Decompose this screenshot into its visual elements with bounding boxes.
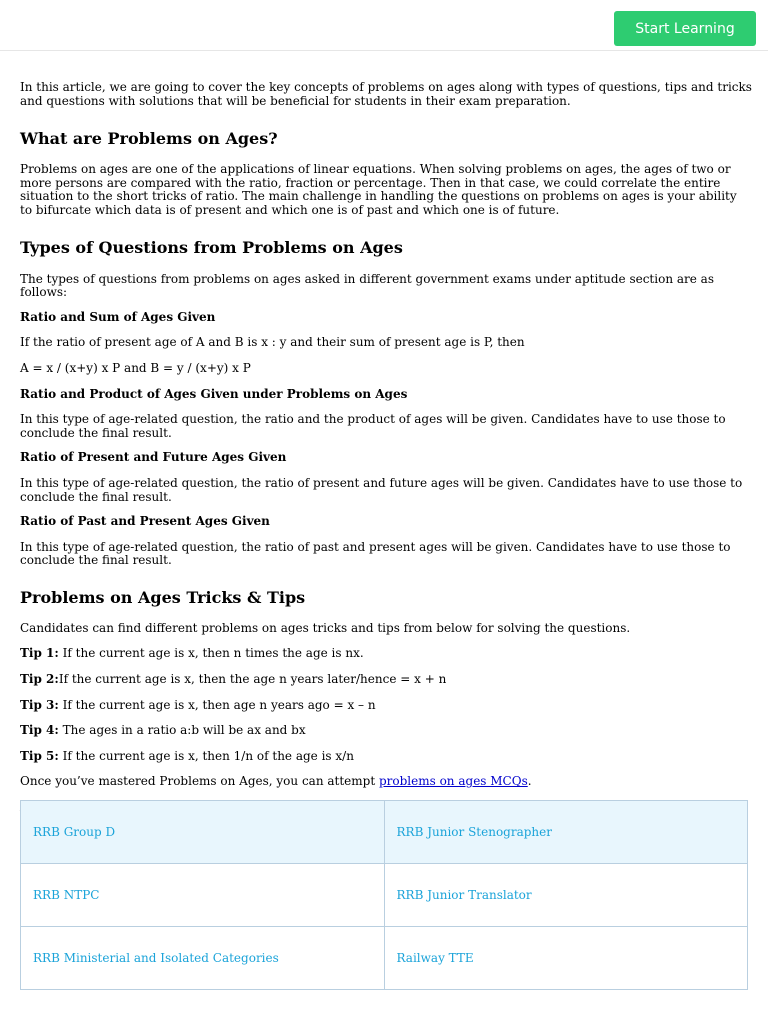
tip-label: Tip 3: xyxy=(20,697,59,712)
past-present-text: In this type of age-related question, the ratio of past and present ages will be given. Candidates have to use those to conclude the final result. xyxy=(20,539,731,568)
heading-types-of-questions: Types of Questions from Problems on Ages xyxy=(20,237,403,257)
problems-on-ages-mcqs-link[interactable]: problems on ages MCQs xyxy=(378,774,528,789)
table-cell-link[interactable]: RRB Junior Stenographer xyxy=(384,801,748,864)
tip-item xyxy=(20,750,752,764)
tip-label: Tip 5: xyxy=(20,748,59,763)
table-row xyxy=(21,927,748,990)
ratio-product-text: In this type of age-related question, the ratio and the product of ages will be given. Candidates have to use those to conclude the final result. xyxy=(20,412,726,440)
top-bar xyxy=(0,0,768,51)
tip-label: Tip 2: xyxy=(20,672,59,687)
what-paragraph: Problems on ages are one of the applications of linear equations. When solving problems on ages, the ages of two or more persons are compared with the ratio, fraction or percentage. Then in that case, we could correlate the entire situation to the short tricks of ratio. The main challenge in handling the questions on problems on ages is your ability to bifurcate which data is of present and which one is of past and which one is of future. xyxy=(20,162,737,217)
tip-text: The ages in a ratio a:b will be ax and bx xyxy=(58,723,306,738)
table-cell-link[interactable]: RRB Group D xyxy=(21,801,385,864)
railway-exams-table xyxy=(20,800,748,990)
table-cell-link[interactable]: RRB Ministerial and Isolated Categories xyxy=(21,927,385,990)
tip-item xyxy=(20,699,752,713)
ratio-sum-line-1: If the ratio of present age of A and B is x : y and their sum of present age is P, then xyxy=(20,335,525,350)
table-cell-link[interactable]: Railway TTE xyxy=(384,927,748,990)
tip-text: If the current age is x, then n times the age is nx. xyxy=(58,646,364,661)
tip-text: If the current age is x, then the age n years later/hence = x + n xyxy=(58,672,447,687)
subheading-present-future: Ratio of Present and Future Ages Given xyxy=(20,450,287,465)
tip-text: If the current age is x, then age n years ago = x – n xyxy=(58,697,376,712)
ratio-sum-formula: A = x / (x+y) x P and B = y / (x+y) x P xyxy=(20,360,251,375)
tips-intro: Candidates can find different problems on ages tricks and tips from below for solving the questions. xyxy=(20,620,631,635)
subheading-ratio-product: Ratio and Product of Ages Given under Problems on Ages xyxy=(20,386,408,401)
start-learning-button[interactable]: Start Learning xyxy=(614,11,756,46)
tip-label: Tip 1: xyxy=(20,646,59,661)
table-cell-link[interactable]: RRB NTPC xyxy=(21,864,385,927)
tip-item xyxy=(20,724,752,738)
mcq-paragraph xyxy=(20,775,752,789)
intro-paragraph: In this article, we are going to cover the key concepts of problems on ages along with types of questions, tips and tricks and questions with solutions that will be beneficial for students in their exam preparation. xyxy=(20,80,752,108)
types-intro: The types of questions from problems on ages asked in different government exams under aptitude section are as follows: xyxy=(20,271,714,300)
mcq-prefix: Once you’ve mastered Problems on Ages, you can attempt xyxy=(20,774,379,789)
tip-item xyxy=(20,673,752,687)
heading-what-are-problems: What are Problems on Ages? xyxy=(20,129,278,149)
table-row xyxy=(21,801,748,864)
article-content xyxy=(20,81,752,815)
present-future-text: In this type of age-related question, the ratio of present and future ages will be given. Candidates have to use those to conclude the final result. xyxy=(20,475,743,504)
subheading-past-present: Ratio of Past and Present Ages Given xyxy=(20,514,270,529)
table-row xyxy=(21,864,748,927)
heading-tricks-tips: Problems on Ages Tricks & Tips xyxy=(20,587,306,607)
mcq-suffix: . xyxy=(527,774,532,789)
table-cell-link[interactable]: RRB Junior Translator xyxy=(384,864,748,927)
subheading-ratio-sum: Ratio and Sum of Ages Given xyxy=(20,309,216,324)
tip-item xyxy=(20,647,752,661)
tip-label: Tip 4: xyxy=(20,723,59,738)
tip-text: If the current age is x, then 1/n of the age is x/n xyxy=(58,748,354,763)
